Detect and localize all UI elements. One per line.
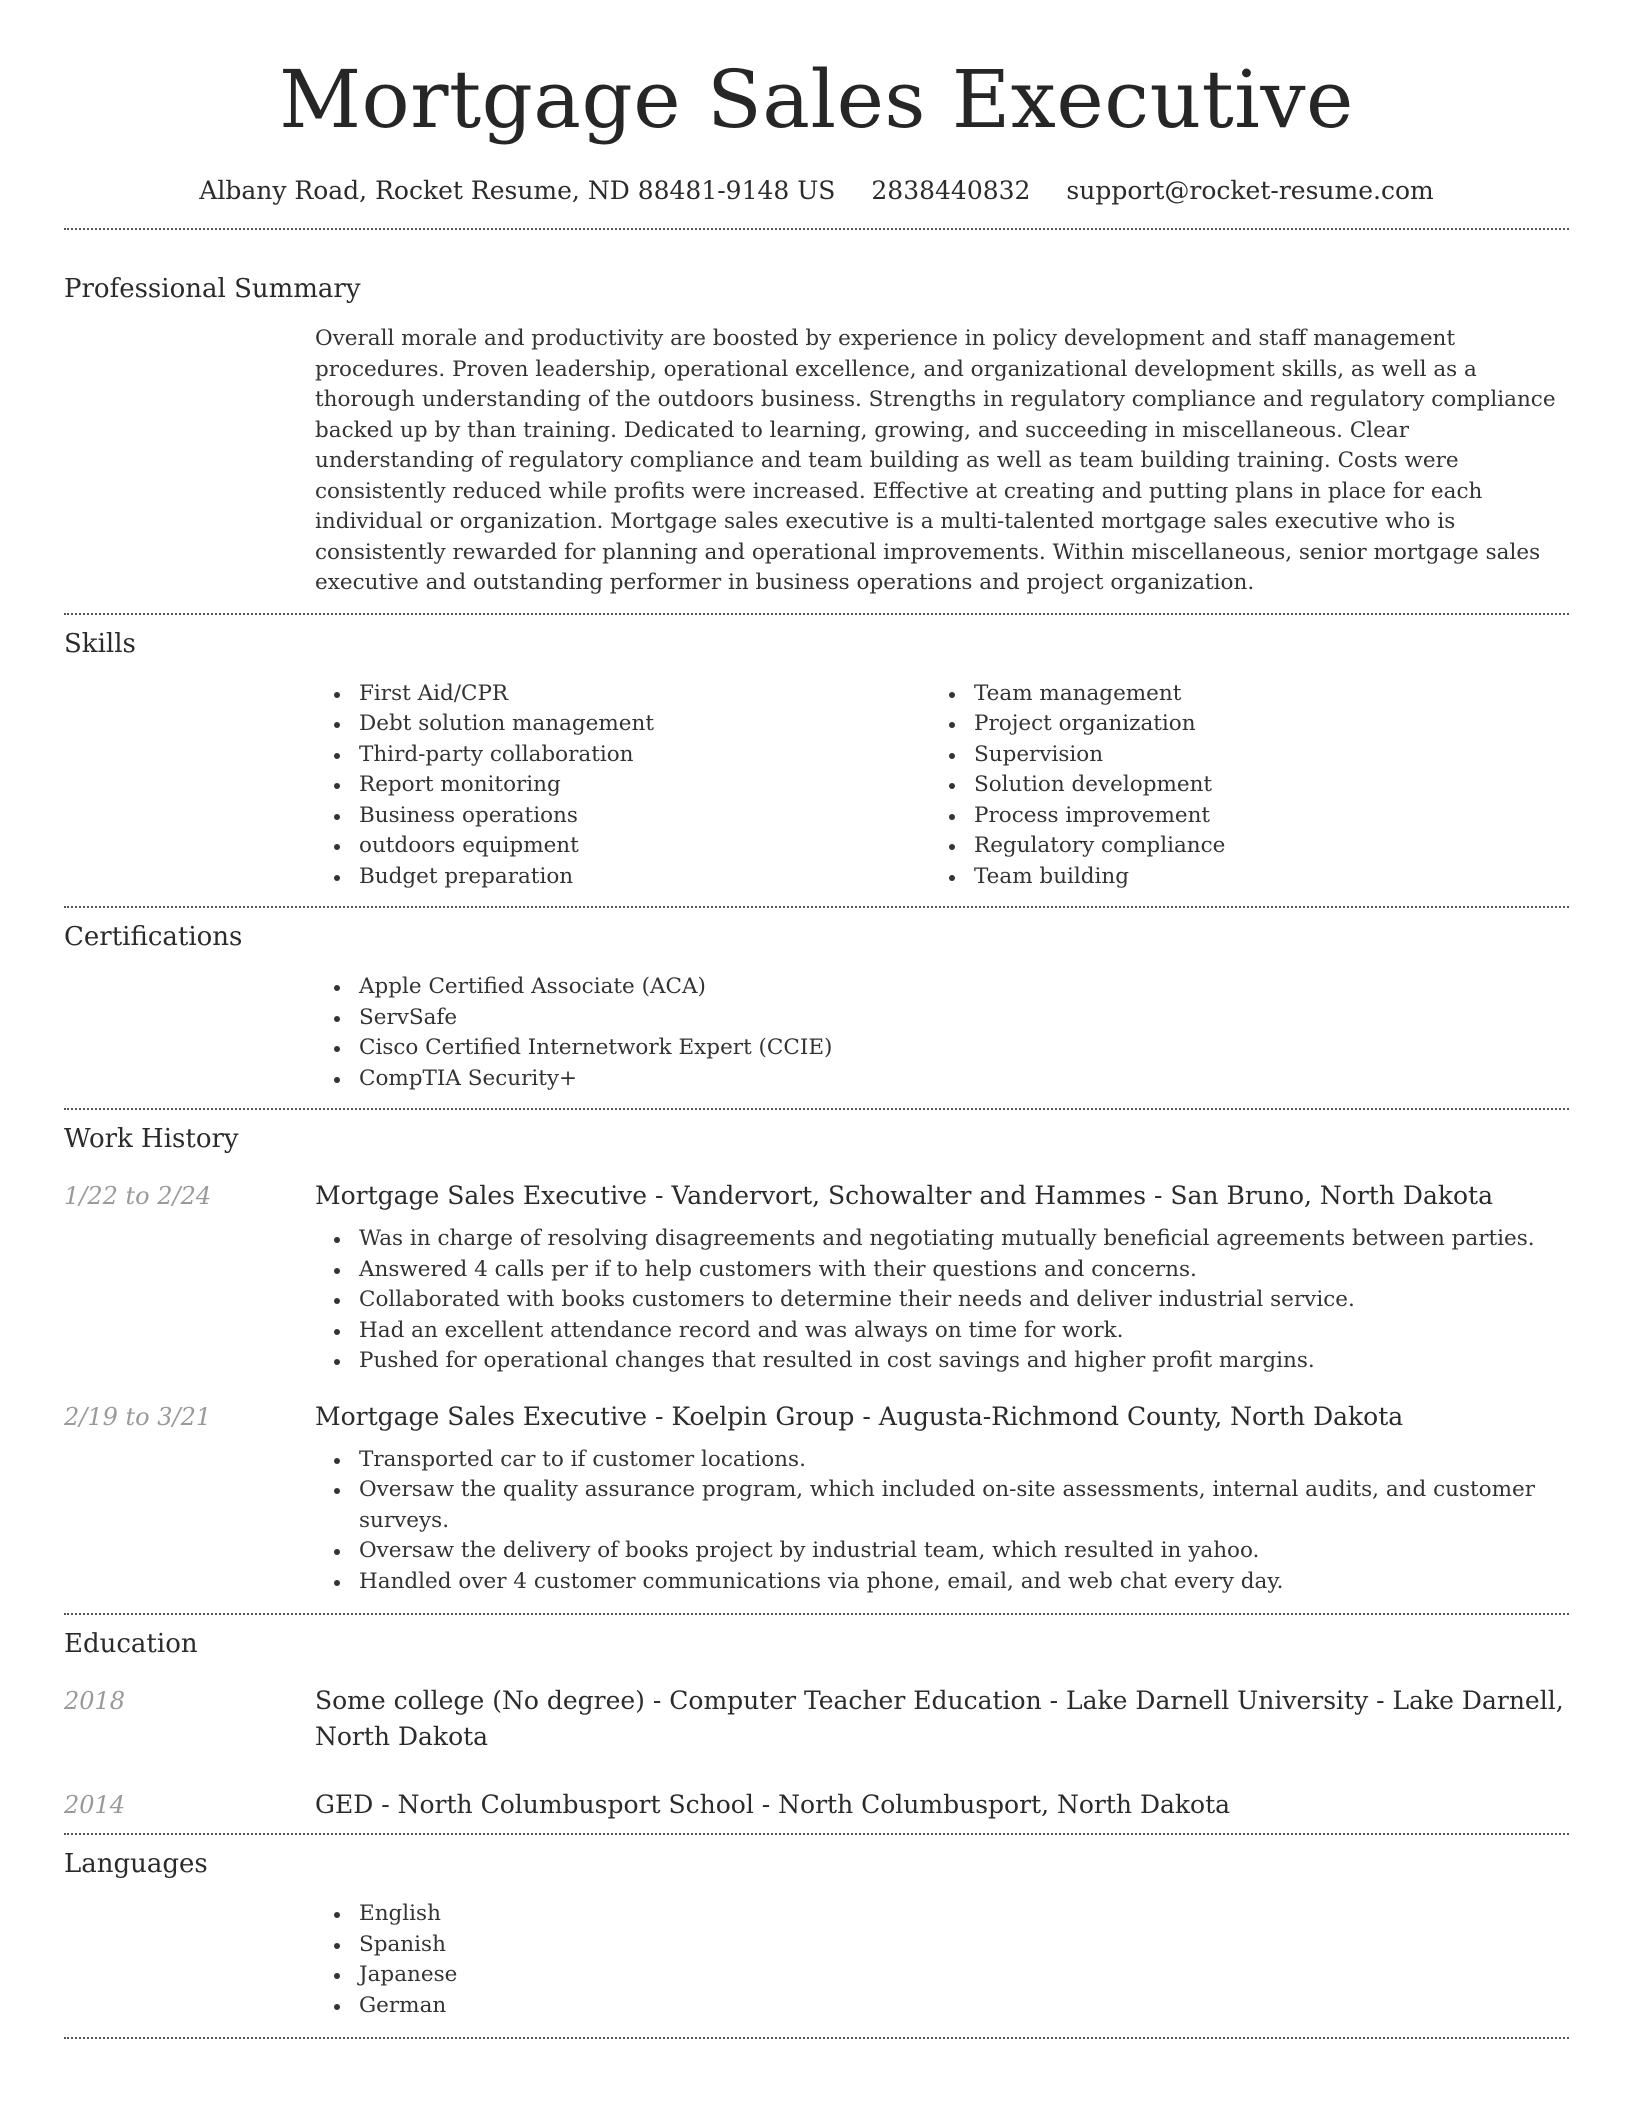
divider	[64, 1108, 1569, 1110]
education-year: 2014	[64, 1791, 126, 1819]
certifications-section	[64, 920, 1569, 1094]
summary-text: Overall morale and productivity are boosted by experience in policy development and staff management procedures. Proven leadership, operational excellence, and organizational development skills, as well as a thorough understanding of the outdoors business. Strengths in regulatory compliance and regulatory compliance backed up by than training. Dedicated to learning, growing, and succeeding in miscellaneous. Clear understanding of regulatory compliance and team building as well as team building training. Costs were consistently reduced while profits were increased. Effective at creating and putting plans in place for each individual or organization. Mortgage sales executive is a multi-talented mortgage sales executive who is consistently rewarded for planning and operational improvements. Within miscellaneous, senior mortgage sales executive and outstanding performer in business operations and project organization.	[315, 326, 1556, 595]
job-body	[315, 1399, 1569, 1598]
skill-item: Process improvement	[930, 801, 1545, 832]
job-bullet: Was in charge of resolving disagreements and negotiating mutually beneficial agreements between parties.	[315, 1224, 1569, 1255]
certification-item: ServSafe	[315, 1003, 1569, 1034]
skill-item: Solution development	[930, 770, 1545, 801]
skill-item: Third-party collaboration	[315, 740, 930, 771]
job-bullets	[315, 1445, 1569, 1598]
contact-phone: 2838440832	[871, 176, 1031, 205]
education-text: Some college (No degree) - Computer Teacher Education - Lake Darnell University - Lake Darnell, North Dakota	[315, 1686, 1564, 1751]
job-bullet: Handled over 4 customer communications via phone, email, and web chat every day.	[315, 1567, 1569, 1598]
work-title: Work History	[64, 1124, 239, 1154]
summary-section	[64, 272, 1569, 599]
skill-item: First Aid/CPR	[315, 679, 930, 710]
job-bullet: Transported car to if customer locations.	[315, 1445, 1569, 1476]
education-text: GED - North Columbusport School - North Columbusport, North Dakota	[315, 1790, 1231, 1819]
job-entry	[64, 1399, 1569, 1598]
skills-title: Skills	[64, 628, 136, 659]
certifications-title: Certifications	[64, 922, 243, 952]
skills-column-left	[315, 679, 930, 893]
work-section	[64, 1122, 1569, 1597]
skill-item: Business operations	[315, 801, 930, 832]
certification-item: CompTIA Security+	[315, 1064, 1569, 1095]
job-bullet: Answered 4 calls per if to help customers with their questions and concerns.	[315, 1255, 1569, 1286]
languages-title: Languages	[64, 1849, 208, 1879]
language-item: English	[315, 1899, 1569, 1930]
education-entry	[64, 1787, 1569, 1823]
skills-column-right	[930, 679, 1545, 893]
certifications-list-wrap	[315, 972, 1569, 1094]
job-bullets	[315, 1224, 1569, 1377]
skill-item: Debt solution management	[315, 709, 930, 740]
summary-title: Professional Summary	[64, 274, 361, 304]
job-bullet: Oversaw the quality assurance program, which included on-site assessments, internal audits, and customer surveys.	[315, 1475, 1569, 1536]
languages-list	[315, 1899, 1569, 2021]
job-bullet: Pushed for operational changes that resulted in cost savings and higher profit margins.	[315, 1346, 1569, 1377]
language-item: Spanish	[315, 1930, 1569, 1961]
skills-list	[315, 679, 1569, 893]
certification-item: Cisco Certified Internetwork Expert (CCIE)	[315, 1033, 1569, 1064]
contact-address: Albany Road, Rocket Resume, ND 88481-9148 US	[199, 176, 836, 205]
education-entry	[64, 1683, 1569, 1755]
skill-item: Report monitoring	[315, 770, 930, 801]
job-bullet: Had an excellent attendance record and was always on time for work.	[315, 1316, 1569, 1347]
skill-item: Budget preparation	[315, 862, 930, 893]
job-body	[315, 1178, 1569, 1377]
skill-item: Project organization	[930, 709, 1545, 740]
language-item: Japanese	[315, 1960, 1569, 1991]
contact-email: support@rocket-resume.com	[1066, 176, 1434, 205]
divider	[64, 906, 1569, 908]
education-section	[64, 1627, 1569, 1823]
job-heading: Mortgage Sales Executive - Koelpin Group - Augusta-Richmond County, North Dakota	[315, 1401, 1404, 1431]
divider	[64, 1833, 1569, 1835]
job-dates: 2/19 to 3/21	[64, 1402, 212, 1431]
skill-item: outdoors equipment	[315, 831, 930, 862]
job-bullet: Collaborated with books customers to determine their needs and deliver industrial service.	[315, 1285, 1569, 1316]
languages-section	[64, 1847, 1569, 2021]
divider	[64, 613, 1569, 615]
skill-item: Regulatory compliance	[930, 831, 1545, 862]
divider	[64, 1613, 1569, 1615]
job-bullet: Oversaw the delivery of books project by industrial team, which resulted in yahoo.	[315, 1536, 1569, 1567]
skill-item: Team management	[930, 679, 1545, 710]
job-dates: 1/22 to 2/24	[64, 1182, 212, 1210]
education-year: 2018	[64, 1687, 126, 1715]
resume-name: Mortgage Sales Executive	[279, 53, 1354, 146]
skill-item: Team building	[930, 862, 1545, 893]
job-heading: Mortgage Sales Executive - Vandervort, Schowalter and Hammes - San Bruno, North Dakota	[315, 1181, 1494, 1210]
divider	[64, 2037, 1569, 2039]
skill-item: Supervision	[930, 740, 1545, 771]
job-entry	[64, 1178, 1569, 1377]
divider	[64, 228, 1569, 230]
contact-line	[64, 174, 1569, 208]
certification-item: Apple Certified Associate (ACA)	[315, 972, 1569, 1003]
languages-list-wrap	[315, 1899, 1569, 2021]
certifications-list	[315, 972, 1569, 1094]
education-title: Education	[64, 1629, 198, 1659]
resume-page	[64, 0, 1569, 2039]
language-item: German	[315, 1991, 1569, 2022]
skills-section	[64, 627, 1569, 893]
